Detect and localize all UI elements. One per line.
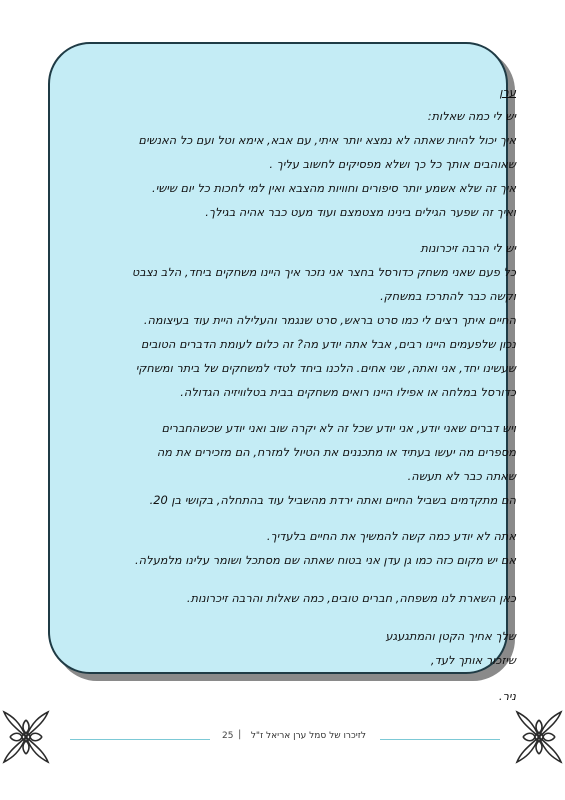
letter-line: נכון שלפעמים היינו רבים, אבל אתה יודע מה? זה כלום לעומת הדברים הטובים [140,337,516,351]
footer-separator: | [238,729,242,740]
letter-line: כאן השארת לנו משפחה, חברים טובים, כמה שאלות והרבה זיכרונות. [186,591,516,605]
letter-title: ערן [499,85,516,99]
letter-line: שאוהבים אותך כל כך ושלא מפסיקים לחשוב עליך . [269,157,516,171]
letter-line: כל פעם שאני משחק כדורסל בחצר אני נזכר איך היינו משחקים ביחד, הלב נצבט [131,265,516,279]
closing-line: שיזכור אותך לעד, [430,653,516,667]
signature: ניר. [498,689,516,703]
page-footer [0,718,565,758]
letter-line: שאתה כבר לא תעשה. [407,469,516,483]
page-number: 25 [222,731,234,741]
letter-line: יש לי כמה שאלות: [427,109,516,123]
letter-line: אתה לא יודע כמה קשה להמשיך את החיים בלעדיך. [266,529,516,543]
footer-rule-right [380,739,500,740]
letter-line: איך יכול להיות שאתה לא נמצא יותר איתי, עם אבא, אימא וטל ועם כל האנשים [138,133,516,147]
letter-line: אם יש מקום כזה כמו גן עדן אני בטוח שאתה שם מסתכל ושומר עלינו מלמעלה. [135,553,516,567]
letter-line: מספרים מה יעשו בעתיד או מתכננים את הטיול למזרח, הם מזכירים את מה [156,445,516,459]
letter-line: שעשינו יחד, אני ואתה, שני אחים. הלכנו ביחד לטדי למשחקים של ביתר ומשחקי [135,361,516,375]
letter-line: יש לי הרבה זיכרונות [420,241,516,255]
letter-line: איך זה שלא אשמע יותר סיפורים וחוויות מהצבא ואין למי לחכות כל יום שישי. [152,181,516,195]
letter-line: וקשה כבר להתרכז במשחק. [380,289,516,303]
letter-line: הם מתקדמים בשביל החיים ואתה ירדת מהשביל עוד בהתחלה, בקושי בן 20. [149,493,516,507]
footer-dedication: לזיכרו של סמל ערן אריאל ז"ל [250,731,366,741]
letter-line: כדורסל במלחה או אפילו היינו רואים משחקים בבית בטלוויזיה הגדולה. [180,385,516,399]
floral-ornament-icon [0,708,52,766]
letter-line: ויש דברים שאני יודע, אני יודע שכל זה לא יקרה שוב ואני יודע שכשהחברים [161,421,516,435]
floral-ornament-icon [513,708,565,766]
letter-body [56,80,516,708]
footer-rule-left [70,739,210,740]
letter-line: החיים איתך רצים לי כמו סרט בראש, סרט שנגמר והעלילה היית עוד בעיצומה. [143,313,516,327]
letter-line: ואיך זה שפער הגילים בינינו מצטמצם ועוד מעט כבר אהיה בגילך. [205,205,516,219]
closing-line: שלך אחיך הקטן והמתגעגע [385,629,516,643]
